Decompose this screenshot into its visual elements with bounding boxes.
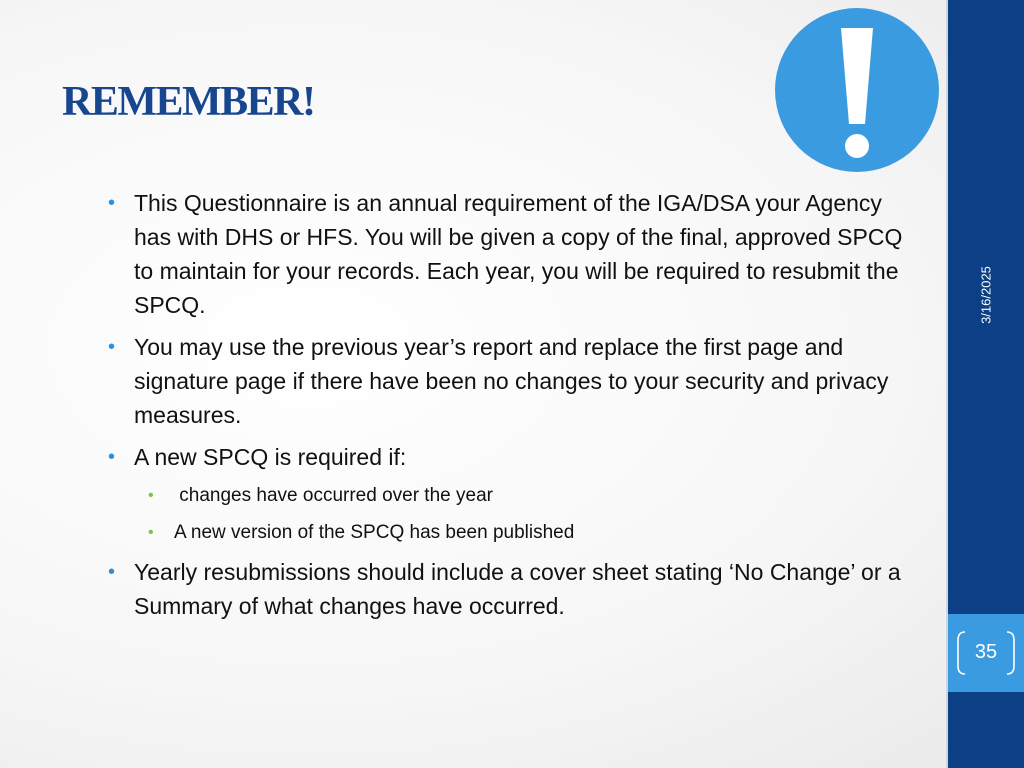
bullet-item xyxy=(108,440,908,474)
bullet-text: This Questionnaire is an annual requirement of the IGA/DSA your Agency has with DHS or HFS. You will be given a copy of the final, approved SPCQ to maintain for your records. Each year, you will be required to resubmit the SPCQ. xyxy=(134,190,903,318)
bullet-text: Yearly resubmissions should include a cover sheet stating ‘No Change’ or a Summary of what changes have occurred. xyxy=(134,559,901,619)
bullet-item xyxy=(108,330,908,432)
sub-bullet-item xyxy=(108,482,908,510)
bullet-text: A new SPCQ is required if: xyxy=(134,444,407,470)
bullet-item xyxy=(108,555,908,623)
slide-date: 3/16/2025 xyxy=(978,266,994,324)
exclamation-circle-icon xyxy=(773,6,941,174)
sub-bullet-icon: • xyxy=(148,524,154,541)
bullet-icon: • xyxy=(108,446,116,468)
sub-bullet-item xyxy=(108,519,908,547)
slide-title: REMEMBER! xyxy=(62,79,315,125)
bullet-text: You may use the previous year’s report and replace the first page and signature page if there have been no changes to your security and privacy measures. xyxy=(134,334,889,428)
bullet-icon: • xyxy=(108,192,116,214)
sub-bullet-icon: • xyxy=(148,487,154,504)
sub-bullet-text: A new version of the SPCQ has been published xyxy=(174,522,575,543)
bullet-icon: • xyxy=(108,336,116,358)
bullet-item xyxy=(108,186,908,322)
page-number: 35 xyxy=(974,641,998,663)
bullet-list xyxy=(108,186,908,631)
sub-bullet-text: changes have occurred over the year xyxy=(174,485,493,506)
bullet-icon: • xyxy=(108,561,116,583)
